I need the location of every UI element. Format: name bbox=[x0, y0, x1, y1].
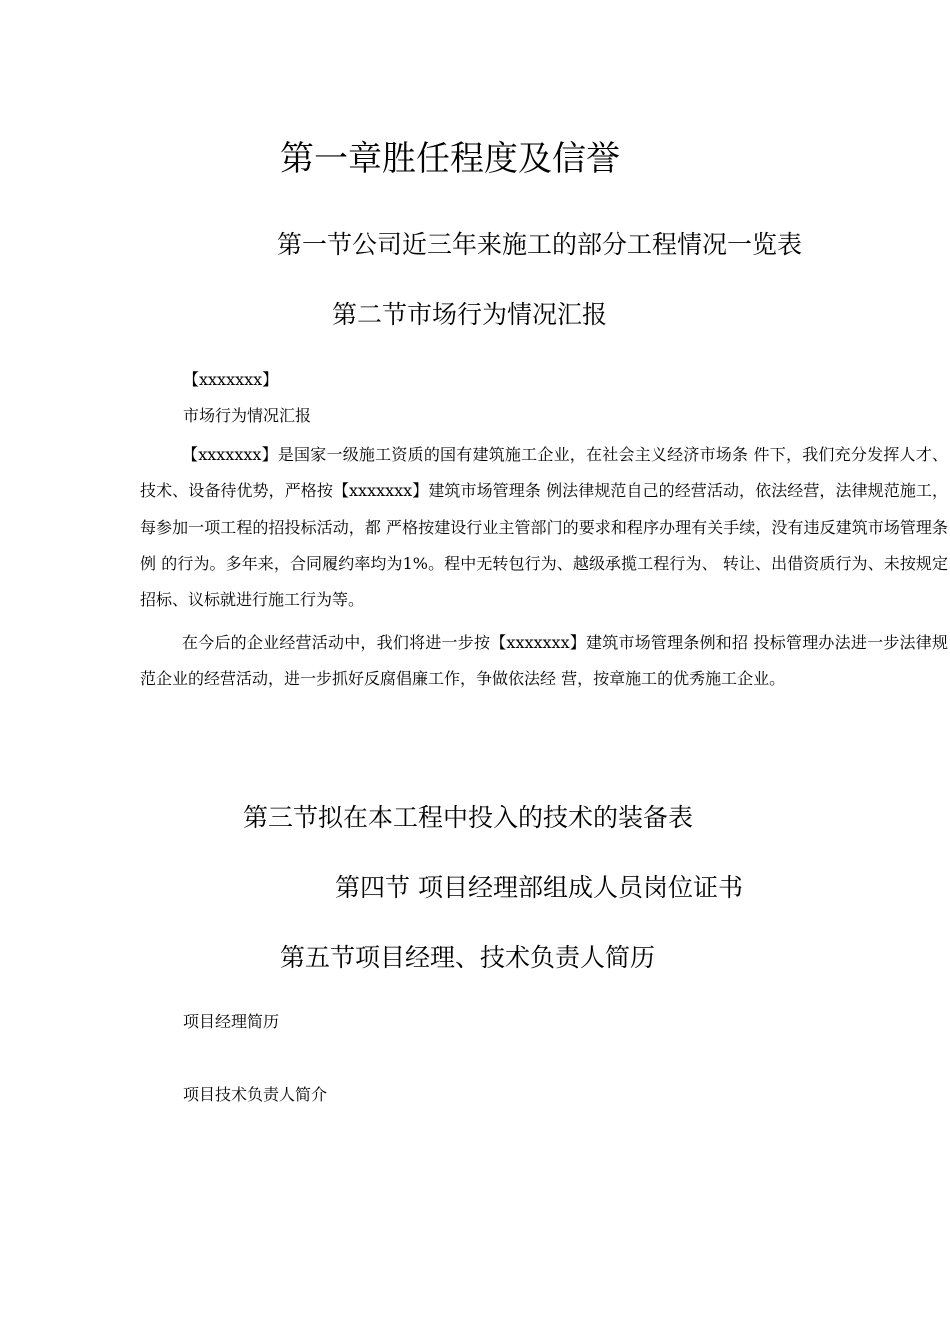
chapter-title: 第一章胜任程度及信誉 bbox=[280, 139, 620, 179]
section-title-4: 第四节 项目经理部组成人员岗位证书 bbox=[335, 873, 743, 902]
report-title: 市场行为情况汇报 bbox=[183, 406, 312, 425]
section-title-5: 第五节项目经理、技术负责人简历 bbox=[280, 943, 656, 972]
section-title-1: 第一节公司近三年来施工的部分工程情况一览表 bbox=[277, 230, 803, 259]
tech-lead-resume-label: 项目技术负责人简介 bbox=[183, 1085, 328, 1104]
report-paragraph-1: 【xxxxxxx】是国家一级施工资质的国有建筑施工企业，在社会主义经济市场条 件下，我们充分发挥人才、技术、设备待优势，严格按【xxxxxxx】建筑市场管理条 例法律规范自己的经营活动，依法经营，法律规范施工，每参加一项工程的招投标活动，都 严格按建设行业主管部门的要求和程序办理有关手续，没有违反建筑市场管理条例 的行为。多年来，合同履约率均为1%。程中无转包行为、越级承揽工程行为、 转让、出借资质行为、未按规定招标、议标就进行施工行为等。 bbox=[140, 445, 948, 610]
section-title-2: 第二节市场行为情况汇报 bbox=[332, 300, 608, 329]
company-name: 【xxxxxxx】 bbox=[183, 370, 279, 389]
section-title-3: 第三节拟在本工程中投入的技术的装备表 bbox=[243, 803, 694, 832]
manager-resume-label: 项目经理简历 bbox=[183, 1012, 280, 1031]
report-paragraph-2: 在今后的企业经营活动中，我们将进一步按【xxxxxxx】建筑市场管理条例和招 投标管理办法进一步法律规范企业的经营活动，进一步抓好反腐倡廉工作，争做依法经 营，按章施工的优秀施工企业。 bbox=[140, 633, 948, 689]
